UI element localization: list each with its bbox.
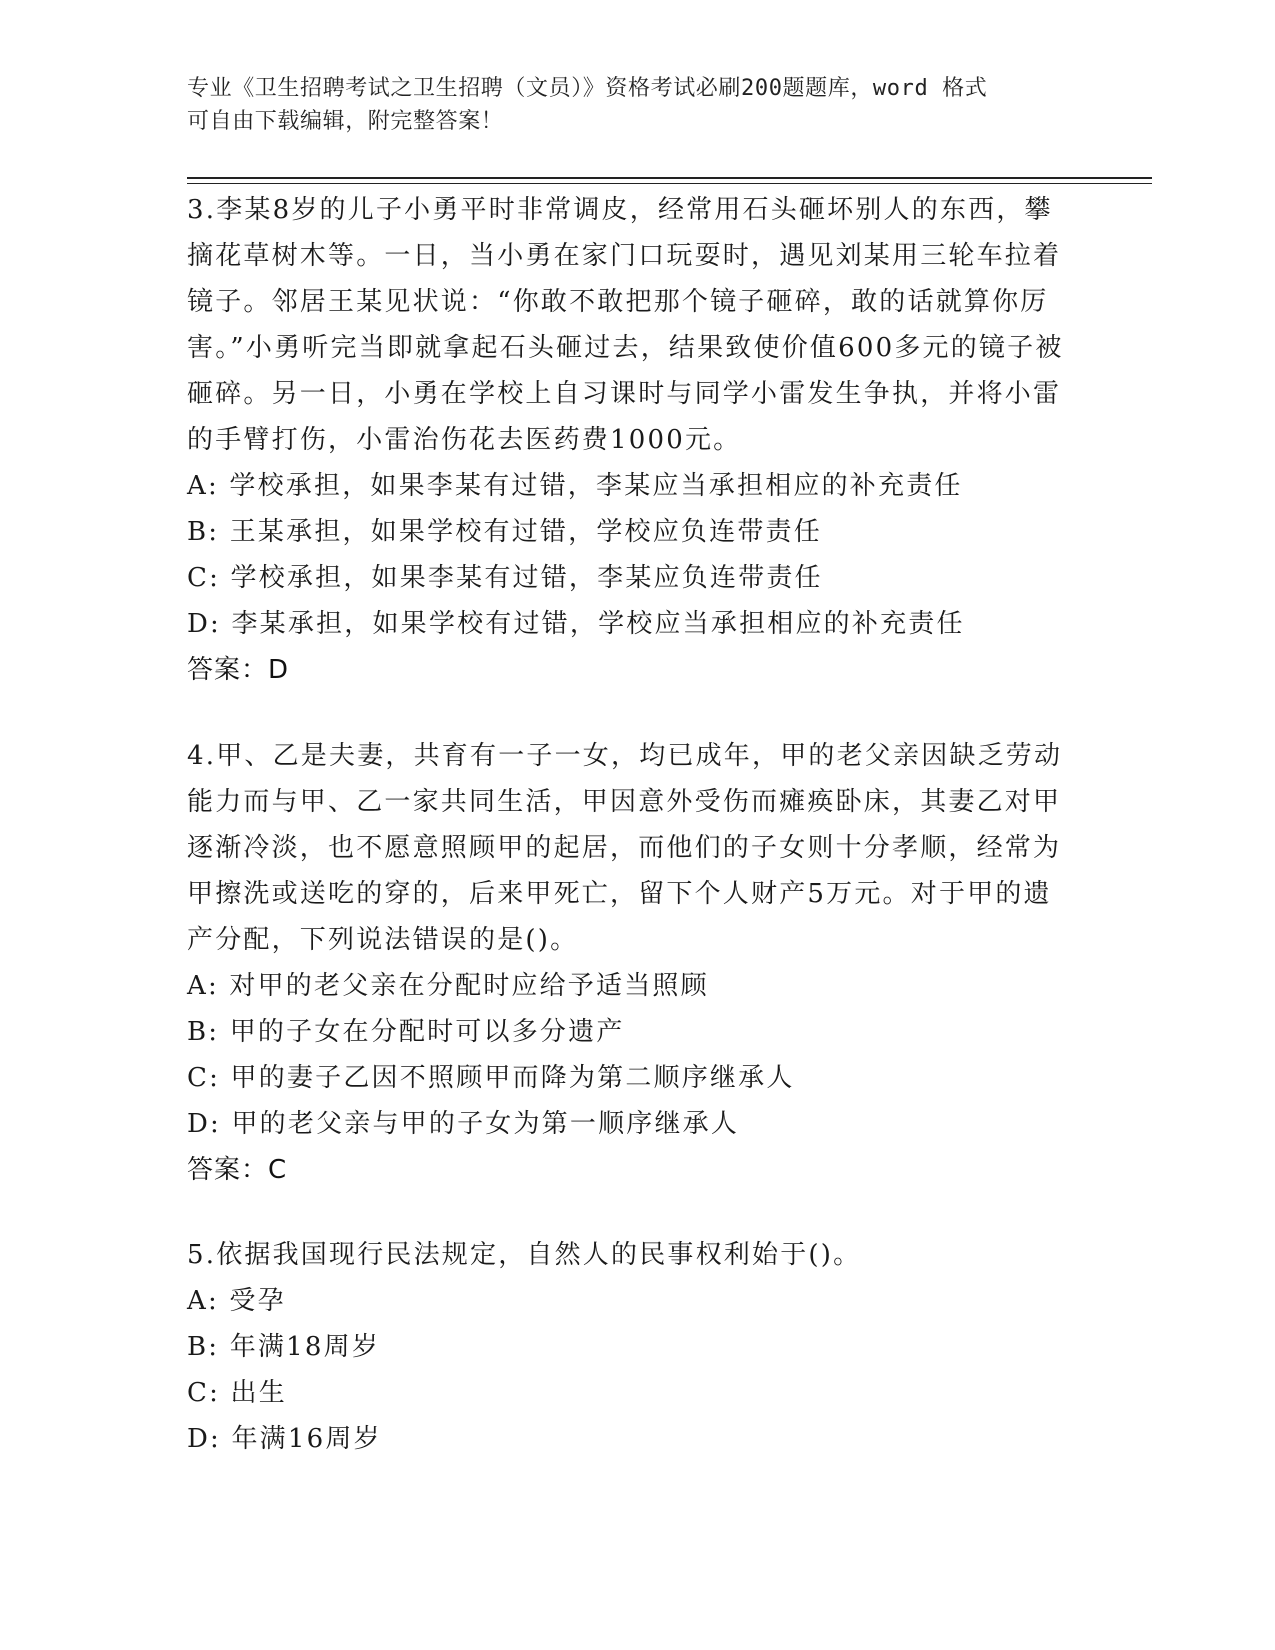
document-header (187, 72, 1067, 138)
option-b: B: 年满18周岁 (187, 1332, 381, 1362)
question-stem: 5.依据我国现行民法规定，自然人的民事权利始于()。 (187, 1240, 862, 1270)
option-a: A: 学校承担，如果李某有过错，李某应当承担相应的补充责任 (187, 471, 963, 501)
question-4 (187, 733, 1072, 1193)
option-c: C: 学校承担，如果李某有过错，李某应负连带责任 (187, 563, 823, 593)
question-3 (187, 187, 1072, 693)
option-c: C: 出生 (187, 1378, 287, 1408)
question-stem: 4.甲、乙是夫妻，共育有一子一女，均已成年，甲的老父亲因缺乏劳动能力而与甲、乙一家共同生活，甲因意外受伤而瘫痪卧床，其妻乙对甲逐渐冷淡，也不愿意照顾甲的起居，而他们的子女则十分孝顺，经常为甲擦洗或送吃的穿的，后来甲死亡，留下个人财产5万元。对于甲的遗产分配，下列说法错误的是()。 (187, 741, 1063, 955)
answer-line: 答案：D (187, 655, 290, 685)
question-stem: 3.李某8岁的儿子小勇平时非常调皮，经常用石头砸坏别人的东西，攀摘花草树木等。一日，当小勇在家门口玩耍时，遇见刘某用三轮车拉着镜子。邻居王某见状说：“你敢不敢把那个镜子砸碎，敢的话就算你厉害。”小勇听完当即就拿起石头砸过去，结果致使价值600多元的镜子被砸碎。另一日，小勇在学校上自习课时与同学小雷发生争执，并将小雷的手臂打伤，小雷治伤花去医药费1000元。 (187, 195, 1064, 455)
option-d: D: 年满16周岁 (187, 1424, 382, 1454)
answer-line: 答案：C (187, 1155, 288, 1185)
option-a: A: 对甲的老父亲在分配时应给予适当照顾 (187, 971, 709, 1001)
header-line-1: 专业《卫生招聘考试之卫生招聘（文员）》资格考试必刷200题题库，word 格式 (187, 76, 988, 101)
header-line-2: 可自由下载编辑，附完整答案！ (187, 109, 504, 134)
question-5 (187, 1232, 1072, 1462)
header-divider-thick (187, 177, 1152, 179)
option-d: D: 李某承担，如果学校有过错，学校应当承担相应的补充责任 (187, 609, 965, 639)
option-b: B: 王某承担，如果学校有过错，学校应负连带责任 (187, 517, 822, 547)
option-b: B: 甲的子女在分配时可以多分遗产 (187, 1017, 625, 1047)
option-c: C: 甲的妻子乙因不照顾甲而降为第二顺序继承人 (187, 1063, 795, 1093)
header-divider-thin (187, 183, 1152, 184)
option-a: A: 受孕 (187, 1286, 286, 1316)
option-d: D: 甲的老父亲与甲的子女为第一顺序继承人 (187, 1109, 740, 1139)
